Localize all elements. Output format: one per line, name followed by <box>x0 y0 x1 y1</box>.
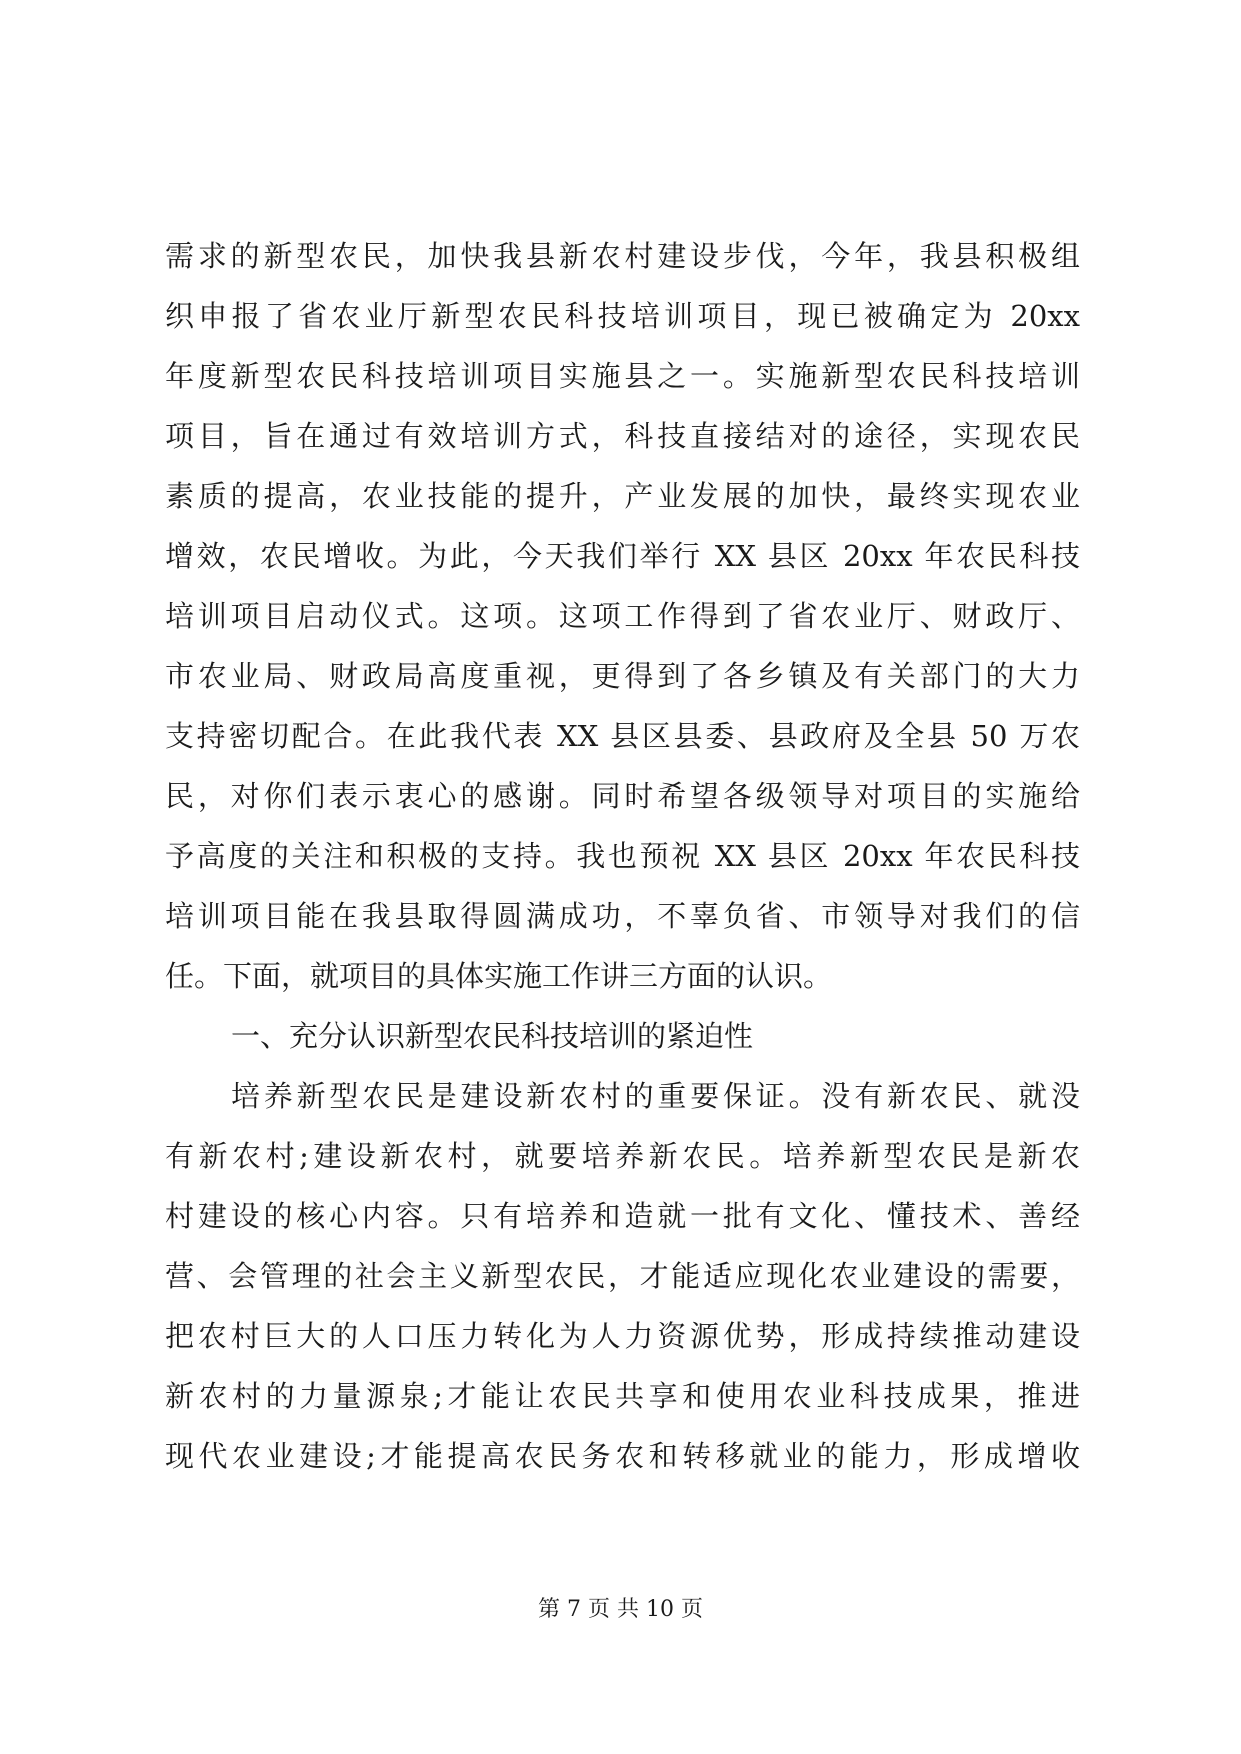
text-line: 有新农村;建设新农村，就要培养新农民。培养新型农民是新农 <box>165 1139 1080 1173</box>
text-line: 织申报了省农业厅新型农民科技培训项目，现已被确定为 20xx <box>165 299 1080 333</box>
text-line: 支持密切配合。在此我代表 XX 县区县委、县政府及全县 50 万农 <box>165 719 1080 753</box>
section-heading <box>165 1006 1080 1066</box>
text-line: 把农村巨大的人口压力转化为人力资源优势，形成持续推动建设 <box>165 1319 1080 1353</box>
text-line: 民，对你们表示衷心的感谢。同时希望各级领导对项目的实施给 <box>165 779 1080 813</box>
text-line: 项目，旨在通过有效培训方式，科技直接结对的途径，实现农民 <box>165 419 1080 453</box>
text-line: 予高度的关注和积极的支持。我也预祝 XX 县区 20xx 年农民科技 <box>165 839 1080 873</box>
text-line: 增效，农民增收。为此，今天我们举行 XX 县区 20xx 年农民科技 <box>165 539 1080 573</box>
text-line: 现代农业建设;才能提高农民务农和转移就业的能力，形成增收 <box>165 1439 1080 1473</box>
text-line: 营、会管理的社会主义新型农民，才能适应现化农业建设的需要， <box>165 1259 1080 1293</box>
text-line: 任。下面，就项目的具体实施工作讲三方面的认识。 <box>165 959 833 993</box>
text-line: 培训项目启动仪式。这项。这项工作得到了省农业厅、财政厅、 <box>165 599 1080 633</box>
text-line: 市农业局、财政局高度重视，更得到了各乡镇及有关部门的大力 <box>165 659 1080 693</box>
text-line: 年度新型农民科技培训项目实施县之一。实施新型农民科技培训 <box>165 359 1080 393</box>
text-line: 新农村的力量源泉;才能让农民共享和使用农业科技成果，推进 <box>165 1379 1080 1413</box>
page-number-footer: 第 7 页 共 10 页 <box>538 1597 703 1622</box>
document-body <box>165 226 1080 1486</box>
text-line: 需求的新型农民，加快我县新农村建设步伐，今年，我县积极组 <box>165 239 1080 273</box>
paragraph-continuation <box>165 226 1080 1006</box>
text-line: 素质的提高，农业技能的提升，产业发展的加快，最终实现农业 <box>165 479 1080 513</box>
text-line: 村建设的核心内容。只有培养和造就一批有文化、懂技术、善经 <box>165 1199 1080 1233</box>
text-line: 培训项目能在我县取得圆满成功，不辜负省、市领导对我们的信 <box>165 899 1080 933</box>
paragraph <box>165 1066 1080 1486</box>
text-line: 培养新型农民是建设新农村的重要保证。没有新农民、就没 <box>231 1079 1080 1113</box>
section-heading-text: 一、充分认识新型农民科技培训的紧迫性 <box>231 1019 754 1053</box>
